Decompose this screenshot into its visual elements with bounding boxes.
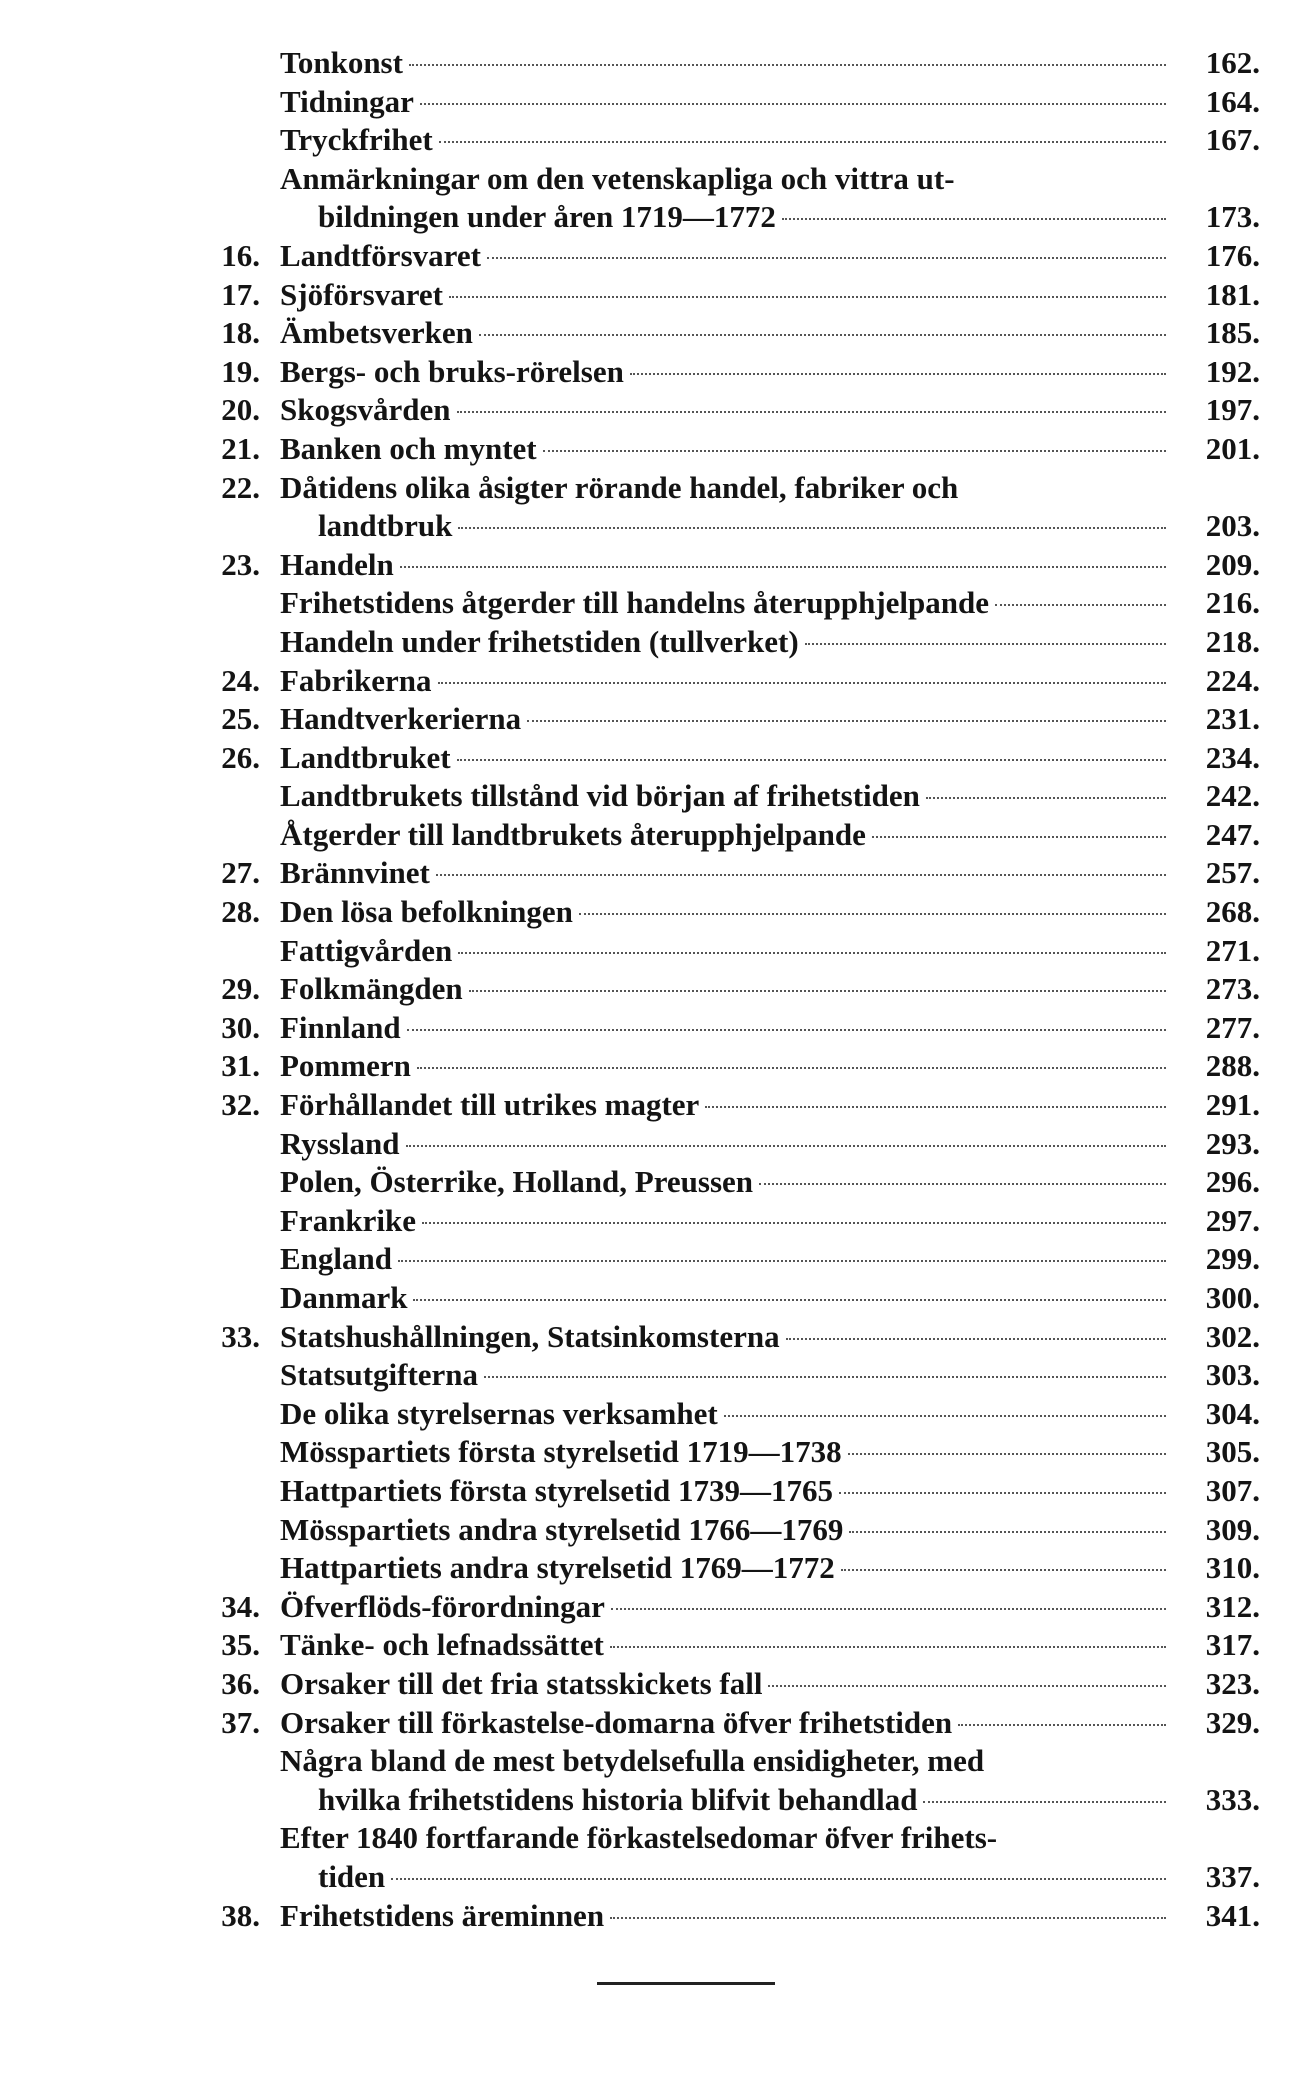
entry-body — [280, 777, 1260, 816]
dot-leader — [786, 1338, 1166, 1340]
page-number: 291 . — [1172, 1086, 1260, 1125]
entry-title: Frankrike — [280, 1202, 417, 1238]
entry-title: Banken och myntet — [280, 430, 537, 466]
page-number: 300 . — [1172, 1279, 1260, 1318]
toc-entry — [180, 662, 1260, 701]
entry-body — [280, 854, 1260, 893]
entry-body — [280, 1588, 1260, 1627]
entry-title: Fabrikerna — [280, 662, 432, 698]
page-number: 317 . — [1172, 1626, 1260, 1665]
chapter-number: 25. — [221, 701, 260, 737]
page-number: 234 . — [1172, 739, 1260, 778]
entry-title: tiden — [318, 1858, 386, 1894]
dot-leader — [610, 1646, 1166, 1648]
page-number: 185 . — [1172, 314, 1260, 353]
chapter-number: 35. — [221, 1627, 260, 1663]
dot-leader — [409, 64, 1166, 66]
entry-body — [280, 1240, 1260, 1279]
toc-entry — [180, 1626, 1260, 1665]
dot-leader — [610, 1917, 1166, 1919]
toc-entry — [180, 1202, 1260, 1241]
dot-leader — [391, 1878, 1166, 1880]
entry-title: Den lösa befolkningen — [280, 894, 573, 930]
dot-leader — [407, 1029, 1166, 1031]
entry-title: Anmärkningar om den vetenskapliga och vittra ut- — [280, 160, 955, 196]
page-number: 257 . — [1172, 854, 1260, 893]
entry-title: Handtverkerierna — [280, 701, 522, 737]
entry-title: Ryssland — [280, 1125, 400, 1161]
page-number: 201 . — [1172, 430, 1260, 469]
entry-title: Brännvinet — [280, 855, 430, 891]
entry-body — [280, 121, 1260, 160]
entry-body — [280, 932, 1260, 971]
entry-body — [280, 1549, 1260, 1588]
dot-leader — [449, 296, 1166, 298]
page-number: 307 . — [1172, 1472, 1260, 1511]
page-number: 218 . — [1172, 623, 1260, 662]
page-number: 268 . — [1172, 893, 1260, 932]
chapter-number: 17. — [221, 276, 260, 312]
chapter-number: 34. — [221, 1588, 260, 1624]
entry-body — [280, 662, 1260, 701]
toc-entry — [180, 1819, 1260, 1858]
entry-title: Tryckfrihet — [280, 122, 433, 158]
entry-body — [280, 1626, 1260, 1665]
entry-body — [280, 700, 1260, 739]
entry-body — [280, 1163, 1260, 1202]
page-number: 209 . — [1172, 546, 1260, 585]
entry-body — [280, 1897, 1260, 1936]
page-number: 302 . — [1172, 1318, 1260, 1357]
entry-body — [280, 1086, 1260, 1125]
page-number: 323 . — [1172, 1665, 1260, 1704]
page-number: 231 . — [1172, 700, 1260, 739]
toc-entry — [180, 854, 1260, 893]
page-number: 297 . — [1172, 1202, 1260, 1241]
chapter-number: 32. — [221, 1087, 260, 1123]
chapter-number: 28. — [221, 894, 260, 930]
toc-entry — [180, 970, 1260, 1009]
entry-body — [280, 1742, 1260, 1781]
toc-entry — [180, 1163, 1260, 1202]
entry-body — [280, 816, 1260, 855]
entry-title: Förhållandet till utrikes magter — [280, 1087, 700, 1123]
dot-leader — [417, 1067, 1166, 1069]
entry-body — [280, 1511, 1260, 1550]
entry-body — [280, 623, 1260, 662]
toc-entry — [180, 932, 1260, 971]
entry-body — [280, 546, 1260, 585]
page-number: 242 . — [1172, 777, 1260, 816]
page-number: 305 . — [1172, 1433, 1260, 1472]
toc-entry — [180, 1125, 1260, 1164]
dot-leader — [458, 952, 1166, 954]
toc-entry — [180, 1704, 1260, 1743]
dot-leader — [527, 720, 1166, 722]
toc-entry — [180, 816, 1260, 855]
entry-title: Statshushållningen, Statsinkomsterna — [280, 1318, 780, 1354]
chapter-number: 30. — [221, 1009, 260, 1045]
dot-leader — [805, 643, 1166, 645]
dot-leader — [759, 1183, 1166, 1185]
toc-entry — [180, 893, 1260, 932]
toc-entry — [180, 1665, 1260, 1704]
entry-title: Efter 1840 fortfarande förkastelsedomar öfver frihets- — [280, 1820, 998, 1856]
toc-entry — [180, 1356, 1260, 1395]
page-number: 341 . — [1172, 1897, 1260, 1936]
entry-body — [280, 44, 1260, 83]
entry-title: De olika styrelsernas verksamhet — [280, 1395, 718, 1431]
entry-title: Öfverflöds-förordningar — [280, 1588, 605, 1624]
entry-title: Danmark — [280, 1280, 408, 1315]
page-number: 167 . — [1172, 121, 1260, 160]
entry-title: Ämbetsverken — [280, 315, 473, 351]
page-number: 173 . — [1172, 198, 1260, 237]
entry-title: Landtbrukets tillstånd vid början af frihetstiden — [280, 778, 920, 814]
dot-leader — [579, 913, 1166, 915]
chapter-number: 33. — [221, 1318, 260, 1354]
toc-entry — [180, 1086, 1260, 1125]
entry-title: Finnland — [280, 1009, 401, 1045]
page-number: 337 . — [1172, 1858, 1260, 1897]
toc-entry — [180, 546, 1260, 585]
table-of-contents — [180, 44, 1260, 1935]
page-number: 333 . — [1172, 1781, 1260, 1820]
toc-entry — [180, 1318, 1260, 1357]
entry-body — [280, 1704, 1260, 1743]
entry-body — [280, 1433, 1260, 1472]
entry-title: Frihetstidens åtgerder till handelns återupphjelpande — [280, 585, 990, 621]
entry-title: Handeln under frihetstiden (tullverket) — [280, 623, 799, 659]
toc-entry — [180, 44, 1260, 83]
chapter-number: 31. — [221, 1048, 260, 1084]
dot-leader — [438, 682, 1166, 684]
toc-entry — [180, 1549, 1260, 1588]
page-number: 224 . — [1172, 662, 1260, 701]
chapter-number: 18. — [221, 315, 260, 351]
toc-entry — [180, 469, 1260, 508]
entry-title: Mösspartiets första styrelsetid 1719—1738 — [280, 1434, 842, 1470]
toc-entry — [180, 1742, 1260, 1781]
page-number: 304 . — [1172, 1395, 1260, 1434]
entry-body — [280, 1665, 1260, 1704]
page-number: 164 . — [1172, 83, 1260, 122]
chapter-number: 16. — [221, 237, 260, 273]
dot-leader — [422, 1222, 1166, 1224]
dot-leader — [484, 1376, 1166, 1378]
page-number: 162 . — [1172, 44, 1260, 83]
toc-entry — [180, 1588, 1260, 1627]
dot-leader — [458, 527, 1166, 529]
toc-entry — [180, 623, 1260, 662]
toc-entry — [180, 1240, 1260, 1279]
dot-leader — [630, 373, 1166, 375]
entry-title: Folkmängden — [280, 971, 463, 1007]
entry-body — [318, 1781, 1260, 1820]
toc-entry — [180, 777, 1260, 816]
page-number: 176 . — [1172, 237, 1260, 276]
entry-title: Sjöförsvaret — [280, 276, 443, 312]
dot-leader — [782, 218, 1166, 220]
entry-body — [280, 1819, 1260, 1858]
chapter-number: 29. — [221, 971, 260, 1007]
entry-body — [280, 1009, 1260, 1048]
entry-body — [280, 1279, 1260, 1318]
dot-leader — [839, 1492, 1166, 1494]
entry-title: Landtbruket — [280, 739, 451, 775]
entry-body — [280, 276, 1260, 315]
toc-entry — [180, 1511, 1260, 1550]
toc-entry — [180, 160, 1260, 199]
page-number: 277 . — [1172, 1009, 1260, 1048]
entry-body — [280, 970, 1260, 1009]
page-number: 271 . — [1172, 932, 1260, 971]
toc-entry — [180, 276, 1260, 315]
page-number: 309 . — [1172, 1511, 1260, 1550]
page-number: 197 . — [1172, 391, 1260, 430]
entry-title: Landtförsvaret — [280, 237, 481, 273]
toc-entry — [180, 1009, 1260, 1048]
entry-body — [280, 391, 1260, 430]
chapter-number: 26. — [221, 739, 260, 775]
closing-rule — [597, 1982, 775, 1985]
toc-entry — [180, 83, 1260, 122]
dot-leader — [958, 1724, 1166, 1726]
entry-body — [280, 584, 1260, 623]
toc-entry — [180, 391, 1260, 430]
entry-body — [280, 1202, 1260, 1241]
toc-entry — [180, 430, 1260, 469]
dot-leader — [724, 1415, 1166, 1417]
page-number: 288 . — [1172, 1047, 1260, 1086]
chapter-number: 24. — [221, 662, 260, 698]
dot-leader — [705, 1106, 1166, 1108]
entry-body — [280, 1356, 1260, 1395]
chapter-number: 38. — [221, 1897, 260, 1933]
entry-title: Tonkonst — [280, 45, 403, 80]
entry-title: Polen, Österrike, Holland, Preussen — [280, 1164, 754, 1200]
entry-body — [280, 237, 1260, 276]
dot-leader — [436, 874, 1166, 876]
entry-body — [280, 314, 1260, 353]
dot-leader — [768, 1685, 1166, 1687]
toc-entry — [180, 1472, 1260, 1511]
entry-title: Tidningar — [280, 83, 414, 119]
entry-title: Statsutgifterna — [280, 1357, 479, 1393]
dot-leader — [479, 334, 1166, 336]
dot-leader — [848, 1453, 1166, 1455]
dot-leader — [457, 411, 1166, 413]
entry-title: Mösspartiets andra styrelsetid 1766—1769 — [280, 1511, 844, 1547]
entry-body — [280, 1395, 1260, 1434]
entry-body — [280, 1125, 1260, 1164]
chapter-number: 21. — [221, 430, 260, 466]
dot-leader — [406, 1145, 1166, 1147]
chapter-number: 22. — [221, 469, 260, 505]
page-number: 181 . — [1172, 276, 1260, 315]
dot-leader — [849, 1531, 1166, 1533]
dot-leader — [995, 604, 1166, 606]
dot-leader — [841, 1569, 1166, 1571]
entry-title: Pommern — [280, 1048, 411, 1084]
chapter-number: 19. — [221, 353, 260, 389]
entry-body — [280, 430, 1260, 469]
entry-title: Dåtidens olika åsigter rörande handel, fabriker och — [280, 469, 959, 505]
chapter-number: 20. — [221, 392, 260, 428]
dot-leader — [923, 1801, 1166, 1803]
entry-body — [280, 160, 1260, 199]
toc-entry — [180, 121, 1260, 160]
page-number: 192 . — [1172, 353, 1260, 392]
toc-entry — [180, 1897, 1260, 1936]
page-number: 296 . — [1172, 1163, 1260, 1202]
page-number: 247 . — [1172, 816, 1260, 855]
page-number: 273 . — [1172, 970, 1260, 1009]
page-number: 216 . — [1172, 584, 1260, 623]
entry-title: Hattpartiets andra styrelsetid 1769—1772 — [280, 1550, 835, 1586]
entry-body — [280, 893, 1260, 932]
toc-entry — [180, 1858, 1260, 1897]
dot-leader — [413, 1299, 1166, 1301]
entry-title: England — [280, 1241, 393, 1277]
entry-body — [280, 1318, 1260, 1357]
dot-leader — [398, 1260, 1166, 1262]
entry-body — [280, 1472, 1260, 1511]
dot-leader — [611, 1608, 1166, 1610]
chapter-number: 23. — [221, 546, 260, 582]
chapter-number: 36. — [221, 1665, 260, 1701]
toc-entry — [180, 1395, 1260, 1434]
toc-entry — [180, 584, 1260, 623]
entry-title: Åtgerder till landtbrukets återupphjelpande — [280, 816, 866, 852]
toc-entry — [180, 1279, 1260, 1318]
page-number: 329 . — [1172, 1704, 1260, 1743]
dot-leader — [439, 141, 1166, 143]
chapter-number: 37. — [221, 1704, 260, 1740]
toc-entry — [180, 353, 1260, 392]
page-number: 299 . — [1172, 1240, 1260, 1279]
page-number: 203 . — [1172, 507, 1260, 546]
entry-title: Orsaker till det fria statsskickets fall — [280, 1665, 763, 1701]
page-number: 310 . — [1172, 1549, 1260, 1588]
entry-body — [280, 1047, 1260, 1086]
dot-leader — [420, 103, 1166, 105]
toc-entry — [180, 1781, 1260, 1820]
toc-entry — [180, 198, 1260, 237]
dot-leader — [487, 257, 1166, 259]
entry-title: Fattigvården — [280, 932, 453, 968]
entry-title: hvilka frihetstidens historia blifvit behandlad — [318, 1781, 918, 1817]
entry-title: Frihetstidens äreminnen — [280, 1897, 605, 1933]
entry-title: Några bland de mest betydelsefulla ensidigheter, med — [280, 1743, 985, 1779]
entry-title: Skogsvården — [280, 392, 451, 428]
entry-title: Bergs- och bruks-rörelsen — [280, 353, 624, 389]
toc-entry — [180, 700, 1260, 739]
dot-leader — [872, 836, 1166, 838]
entry-title: Handeln — [280, 546, 394, 582]
entry-title: landtbruk — [318, 508, 453, 544]
dot-leader — [543, 450, 1166, 452]
entry-body — [318, 507, 1260, 546]
toc-entry — [180, 314, 1260, 353]
page-number: 303 . — [1172, 1356, 1260, 1395]
entry-title: Hattpartiets första styrelsetid 1739—1765 — [280, 1472, 834, 1508]
toc-entry — [180, 237, 1260, 276]
entry-title: bildningen under åren 1719—1772 — [318, 199, 776, 235]
entry-body — [318, 198, 1260, 237]
toc-entry — [180, 1433, 1260, 1472]
dot-leader — [457, 759, 1166, 761]
entry-title: Tänke- och lefnadssättet — [280, 1627, 604, 1663]
toc-entry — [180, 1047, 1260, 1086]
entry-body — [280, 469, 1260, 508]
entry-body — [280, 739, 1260, 778]
entry-title: Orsaker till förkastelse-domarna öfver frihetstiden — [280, 1704, 953, 1740]
dot-leader — [469, 990, 1166, 992]
entry-body — [280, 353, 1260, 392]
toc-entry — [180, 739, 1260, 778]
page-number: 293 . — [1172, 1125, 1260, 1164]
toc-entry — [180, 507, 1260, 546]
chapter-number: 27. — [221, 855, 260, 891]
dot-leader — [400, 566, 1166, 568]
page-number: 312 . — [1172, 1588, 1260, 1627]
dot-leader — [926, 797, 1166, 799]
entry-body — [280, 83, 1260, 122]
entry-body — [318, 1858, 1260, 1897]
